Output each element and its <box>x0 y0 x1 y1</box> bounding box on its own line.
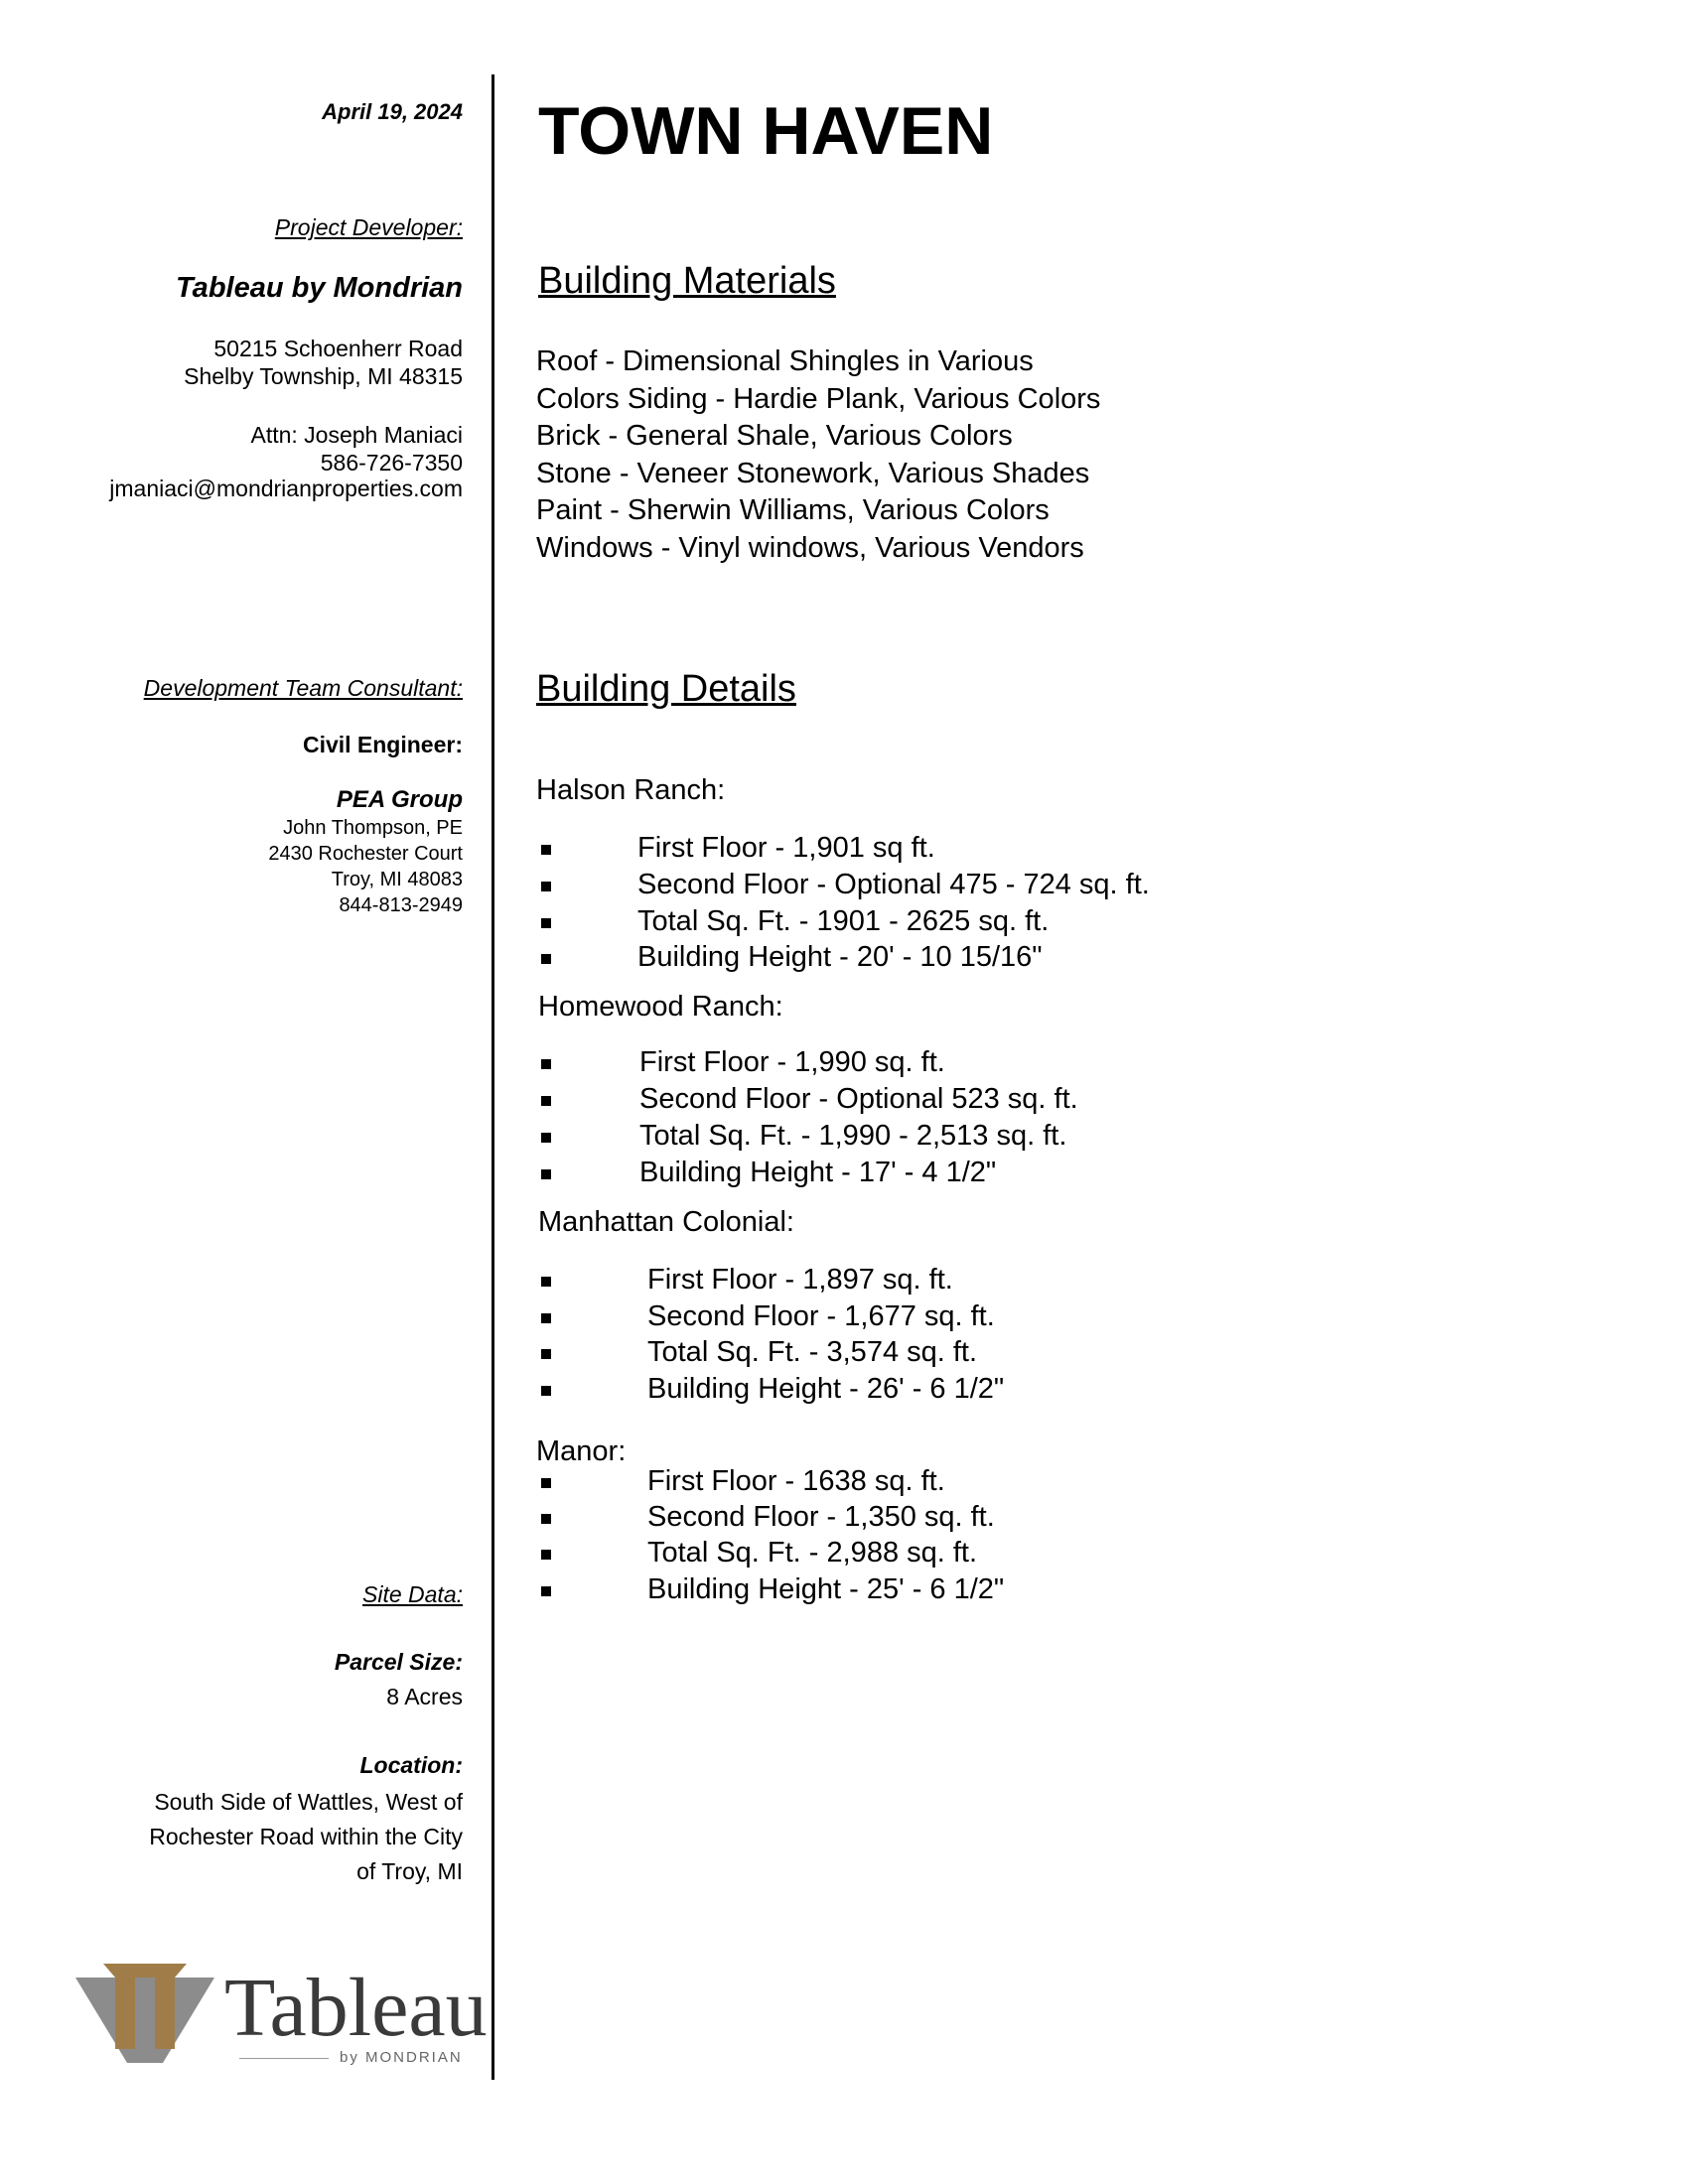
bullet-icon <box>541 845 551 855</box>
page-title: TOWN HAVEN <box>538 93 994 169</box>
building-details-heading: Building Details <box>536 668 796 710</box>
engineer-phone: 844-813-2949 <box>339 894 463 916</box>
vertical-divider <box>492 74 494 2080</box>
detail-item: Building Height - 17' - 4 1/2" <box>639 1157 997 1188</box>
bullet-icon <box>541 1169 551 1179</box>
civil-engineer-label: Civil Engineer: <box>302 732 463 757</box>
location-line-2: Rochester Road within the City <box>149 1824 463 1849</box>
address-line-2: Shelby Township, MI 48315 <box>184 363 463 389</box>
detail-item: Total Sq. Ft. - 3,574 sq. ft. <box>647 1336 978 1368</box>
bullet-icon <box>541 1313 551 1323</box>
detail-item: Building Height - 26' - 6 1/2" <box>647 1373 1005 1405</box>
engineer-firm: PEA Group <box>336 786 463 813</box>
location-label: Location: <box>359 1752 463 1778</box>
logo-gray-shape <box>75 1978 214 2063</box>
email-line: jmaniaci@mondrianproperties.com <box>109 476 463 501</box>
engineer-address-1: 2430 Rochester Court <box>268 843 463 865</box>
logo-tagline: by MONDRIAN <box>340 2049 463 2066</box>
logo-mark-icon <box>75 1964 214 2065</box>
tableau-logo <box>75 1962 488 2075</box>
project-developer-heading: Project Developer: <box>274 214 463 240</box>
material-item: Windows - Vinyl windows, Various Vendors <box>536 531 1084 564</box>
detail-item: Total Sq. Ft. - 1,990 - 2,513 sq. ft. <box>639 1120 1067 1152</box>
bullet-icon <box>541 1277 551 1287</box>
bullet-icon <box>541 1096 551 1106</box>
model-name-halson-ranch: Halson Ranch: <box>536 774 726 806</box>
bullet-icon <box>541 1133 551 1143</box>
detail-item: Building Height - 20' - 10 15/16" <box>637 941 1043 973</box>
bullet-icon <box>541 1514 551 1524</box>
detail-item: Second Floor - 1,677 sq. ft. <box>647 1300 995 1332</box>
developer-name: Tableau by Mondrian <box>176 272 463 304</box>
model-name-homewood-ranch: Homewood Ranch: <box>538 991 783 1023</box>
logo-gold-shape <box>103 1964 187 1978</box>
bullet-icon <box>541 954 551 964</box>
materials-list <box>536 343 1100 567</box>
material-item: Brick - General Shale, Various Colors <box>536 420 1013 452</box>
detail-item: First Floor - 1,901 sq ft. <box>637 832 935 864</box>
engineer-contact-block <box>268 815 463 918</box>
material-item: Roof - Dimensional Shingles in Various <box>536 345 1034 377</box>
site-data-heading: Site Data: <box>362 1581 463 1607</box>
bullet-icon <box>541 1478 551 1488</box>
engineer-address-2: Troy, MI 48083 <box>331 869 463 890</box>
location-line-1: South Side of Wattles, West of <box>154 1789 463 1815</box>
developer-address <box>184 335 463 390</box>
location-text <box>149 1785 463 1889</box>
building-materials-heading: Building Materials <box>538 260 836 302</box>
parcel-size-label: Parcel Size: <box>334 1649 463 1675</box>
parcel-size-value: 8 Acres <box>386 1684 463 1709</box>
material-item: Paint - Sherwin Williams, Various Colors <box>536 494 1050 526</box>
bullet-icon <box>541 1386 551 1396</box>
detail-item: Total Sq. Ft. - 2,988 sq. ft. <box>647 1537 978 1569</box>
model-name-manhattan-colonial: Manhattan Colonial: <box>538 1206 794 1238</box>
model-name-manor: Manor: <box>536 1435 627 1467</box>
developer-contact <box>109 421 463 502</box>
detail-item: Building Height - 25' - 6 1/2" <box>647 1573 1005 1605</box>
detail-item: First Floor - 1,897 sq. ft. <box>647 1264 953 1296</box>
logo-gold-bar-right <box>155 1978 175 2049</box>
attn-line: Attn: Joseph Maniaci <box>250 422 463 448</box>
engineer-contact: John Thompson, PE <box>283 817 463 839</box>
location-line-3: of Troy, MI <box>356 1858 463 1884</box>
detail-item: First Floor - 1,990 sq. ft. <box>639 1046 945 1078</box>
material-item: Colors Siding - Hardie Plank, Various Colors <box>536 382 1101 415</box>
consultant-heading: Development Team Consultant: <box>143 675 463 701</box>
bullet-icon <box>541 1059 551 1069</box>
logo-wordmark: Tableau <box>224 1962 488 2054</box>
detail-item: First Floor - 1638 sq. ft. <box>647 1465 945 1497</box>
detail-item: Second Floor - 1,350 sq. ft. <box>647 1501 995 1533</box>
detail-item: Second Floor - Optional 523 sq. ft. <box>639 1083 1078 1115</box>
logo-divider <box>239 2058 329 2059</box>
bullet-icon <box>541 1586 551 1596</box>
phone-line: 586-726-7350 <box>320 450 463 476</box>
address-line-1: 50215 Schoenherr Road <box>213 336 463 361</box>
bullet-icon <box>541 882 551 891</box>
bullet-icon <box>541 1550 551 1560</box>
logo-gold-bar-left <box>115 1978 135 2049</box>
bullet-icon <box>541 918 551 928</box>
bullet-icon <box>541 1349 551 1359</box>
material-item: Stone - Veneer Stonework, Various Shades <box>536 457 1090 489</box>
detail-item: Second Floor - Optional 475 - 724 sq. ft. <box>637 869 1150 900</box>
document-date: April 19, 2024 <box>322 99 463 124</box>
detail-item: Total Sq. Ft. - 1901 - 2625 sq. ft. <box>637 905 1050 937</box>
